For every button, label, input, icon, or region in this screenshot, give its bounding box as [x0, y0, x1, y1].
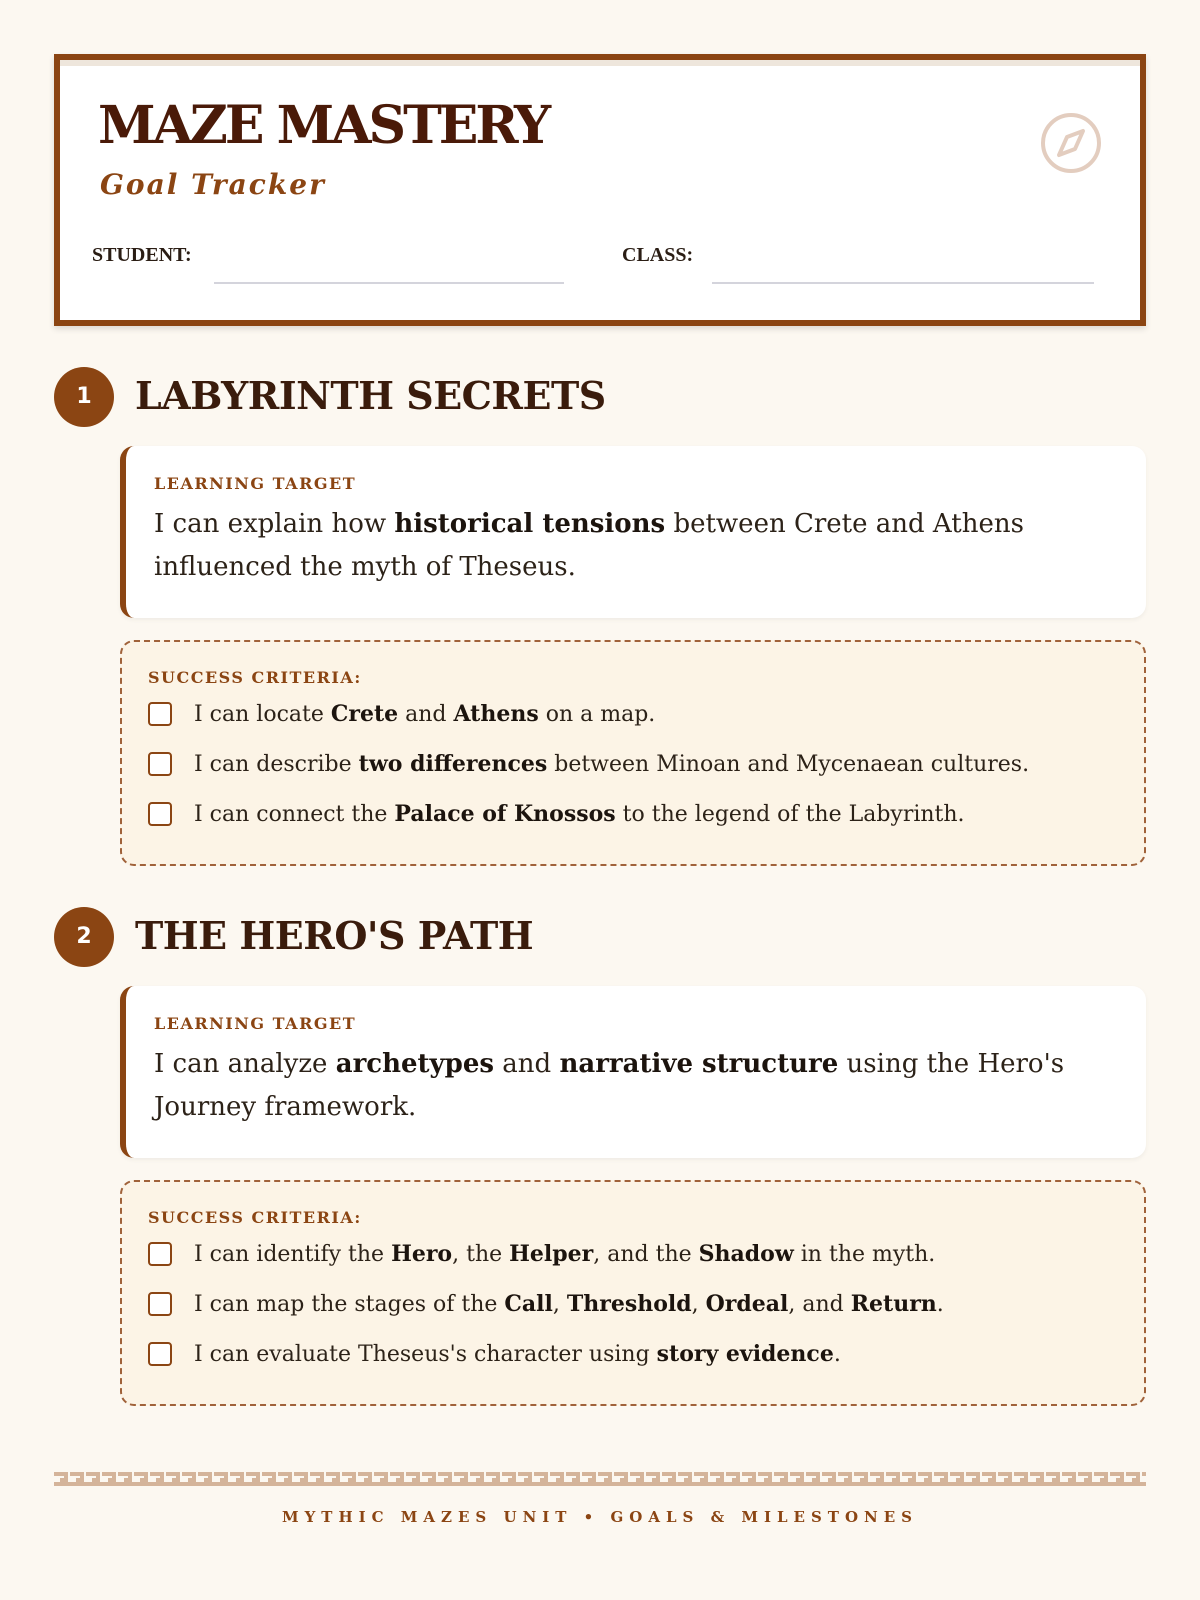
criteria-text: I can identify the Hero, the Helper, and the Shadow in the myth. — [194, 1241, 936, 1267]
compass-icon — [1038, 110, 1104, 176]
learning-target-text: I can explain how historical tensions between Crete and Athens influenced the myth of Theseus. — [154, 509, 1024, 582]
checkbox[interactable] — [148, 1292, 172, 1316]
page-subtitle: Goal Tracker — [100, 168, 326, 201]
learning-target-text: I can analyze archetypes and narrative structure using the Hero's Journey framework. — [154, 1049, 1065, 1122]
checkbox[interactable] — [148, 1342, 172, 1366]
criteria-item — [148, 1339, 1120, 1389]
footer-text: MYTHIC MAZES UNIT • GOALS & MILESTONES — [281, 1508, 919, 1526]
success-criteria-box — [120, 640, 1146, 866]
section-number-badge: 2 — [54, 907, 114, 967]
student-field[interactable] — [214, 282, 564, 284]
header-top-stripe — [60, 60, 1140, 66]
success-criteria-label: SUCCESS CRITERIA: — [148, 1208, 362, 1227]
page-title: MAZE MASTERY — [98, 95, 549, 156]
checkbox[interactable] — [148, 752, 172, 776]
criteria-text: I can describe two differences between Minoan and Mycenaean cultures. — [194, 751, 1030, 777]
section-title: THE HERO'S PATH — [135, 913, 534, 958]
learning-target-card — [120, 986, 1146, 1158]
learning-target-label: LEARNING TARGET — [154, 474, 357, 493]
learning-target-card — [120, 446, 1146, 618]
criteria-text: I can evaluate Theseus's character using story evidence. — [194, 1341, 841, 1367]
class-field[interactable] — [712, 282, 1094, 284]
criteria-item — [148, 1239, 1120, 1289]
checkbox[interactable] — [148, 1242, 172, 1266]
criteria-list — [148, 699, 1120, 849]
section-number-badge: 1 — [54, 367, 114, 427]
header-card — [54, 54, 1146, 326]
section-title: LABYRINTH SECRETS — [135, 373, 606, 418]
criteria-item — [148, 699, 1120, 749]
criteria-list — [148, 1239, 1120, 1389]
learning-target-label: LEARNING TARGET — [154, 1014, 357, 1033]
greek-key-border — [54, 1470, 1146, 1486]
checkbox[interactable] — [148, 802, 172, 826]
criteria-text: I can locate Crete and Athens on a map. — [194, 701, 656, 727]
class-label: CLASS: — [622, 244, 694, 266]
student-label: STUDENT: — [92, 244, 192, 266]
criteria-text: I can map the stages of the Call, Threshold, Ordeal, and Return. — [194, 1291, 944, 1317]
success-criteria-label: SUCCESS CRITERIA: — [148, 668, 362, 687]
criteria-item — [148, 1289, 1120, 1339]
checkbox[interactable] — [148, 702, 172, 726]
criteria-item — [148, 749, 1120, 799]
criteria-item — [148, 799, 1120, 849]
criteria-text: I can connect the Palace of Knossos to the legend of the Labyrinth. — [194, 801, 965, 827]
success-criteria-box — [120, 1180, 1146, 1406]
